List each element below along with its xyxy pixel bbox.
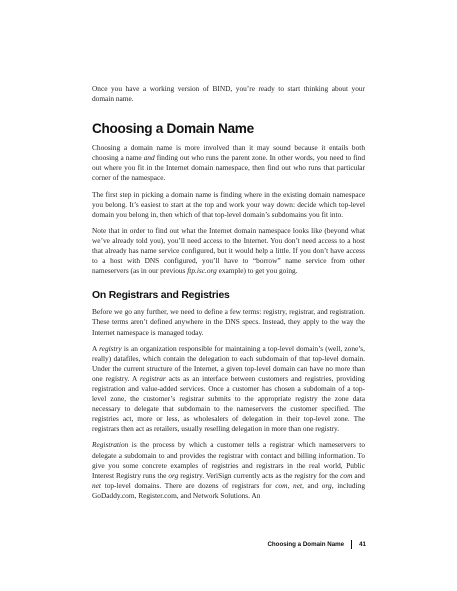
tld-com: com <box>275 480 288 490</box>
page-footer <box>267 540 366 549</box>
tld-org: org <box>168 470 179 480</box>
text-run: , <box>287 480 294 490</box>
text-run: acts as an interface between customers and registries, providing registration and value-added services. Once a customer has chosen a subdomain of a top-level zone, the customer’s registrar submits to the appropriate registry the zone data necessary to delegate that subdomain to the nameservers the customer specified. The registries act, more or less, as wholesalers of delegation in their top-level zone. The registrars then act as retailers, usually reselling delegation in more than one registry. <box>92 373 365 434</box>
subsection-paragraph-2 <box>92 344 365 435</box>
tld-net: net <box>92 480 101 490</box>
section-paragraph-1 <box>92 143 365 183</box>
page-body <box>92 84 365 507</box>
text-run: registry. VeriSign currently acts as the registry for the <box>178 470 341 480</box>
tld-com: com <box>340 470 353 480</box>
intro-paragraph: Once you have a working version of BIND, you’re ready to start thinking about your domain name. <box>92 84 365 104</box>
text-run: , including GoDaddy.com, Register.com, and Network Solutions. An <box>92 480 365 500</box>
text-run: Choosing a domain name is more involved than it may sound because it entails both choosing a name <box>92 143 365 163</box>
term-registrar: registrar <box>139 373 166 383</box>
section-heading: Choosing a Domain Name <box>92 121 254 137</box>
text-run: Note that in order to find out what the Internet domain namespace looks like (beyond what we’ve already told you), you’ll need access to the Internet. You don’t need access to a host that already has name service configured, but it would help a little. If you don’t have access to a host with DNS configured, you’ll have to “borrow” name service from other nameservers (as in our previous <box>92 225 365 276</box>
running-head: Choosing a Domain Name <box>267 541 345 548</box>
text-run: is the process by which a customer tells a registrar which nameservers to delegate a subdomain to and provides the registrar with contact and billing information. To give you some concrete examples of registries and registrars in the real world, Public Interest Registry runs the <box>92 440 365 480</box>
text-run: top-level domains. There are dozens of registrars for <box>100 480 276 490</box>
text-run: example) to get you going. <box>216 266 298 276</box>
term-registry: registry <box>99 343 122 353</box>
emphasis-text: and <box>143 153 155 163</box>
footer-divider <box>351 540 352 549</box>
hostname-text: ftp.isc.org <box>187 266 217 276</box>
text-run: and <box>352 470 365 480</box>
text-run: , and <box>302 480 322 490</box>
subsection-heading: On Registrars and Registries <box>92 290 230 302</box>
page-number: 41 <box>359 541 366 548</box>
text-run: is an organization responsible for maintaining a top-level domain’s (well, zone’s, really) datafiles, which contain the delegation to each subdomain of that top-level domain. Under the current structure of the Internet, a given top-level domain can have no more than one registry. A <box>92 343 366 383</box>
term-registration: Registration <box>92 440 129 450</box>
text-run: finding out who runs the parent zone. In other words, you need to find out where you fit in the Internet domain namespace, then find out who runs that particular corner of the namespace. <box>92 153 365 183</box>
tld-net: net <box>293 480 302 490</box>
section-paragraph-2: The first step in picking a domain name is finding where in the existing domain namespace you belong. It’s easiest to start at the top and work your way down: decide which top-level domain you belong in, then which of that top-level domain’s subdomains you fit into. <box>92 189 365 219</box>
text-run: A <box>92 343 100 353</box>
section-paragraph-3 <box>92 226 365 276</box>
tld-org: org <box>321 480 332 490</box>
subsection-paragraph-1: Before we go any further, we need to define a few terms: registry, registrar, and registration. These terms aren’t defined anywhere in the DNS specs. Instead, they apply to the way the Internet namespace is managed today. <box>92 307 365 337</box>
subsection-paragraph-3 <box>92 440 365 501</box>
